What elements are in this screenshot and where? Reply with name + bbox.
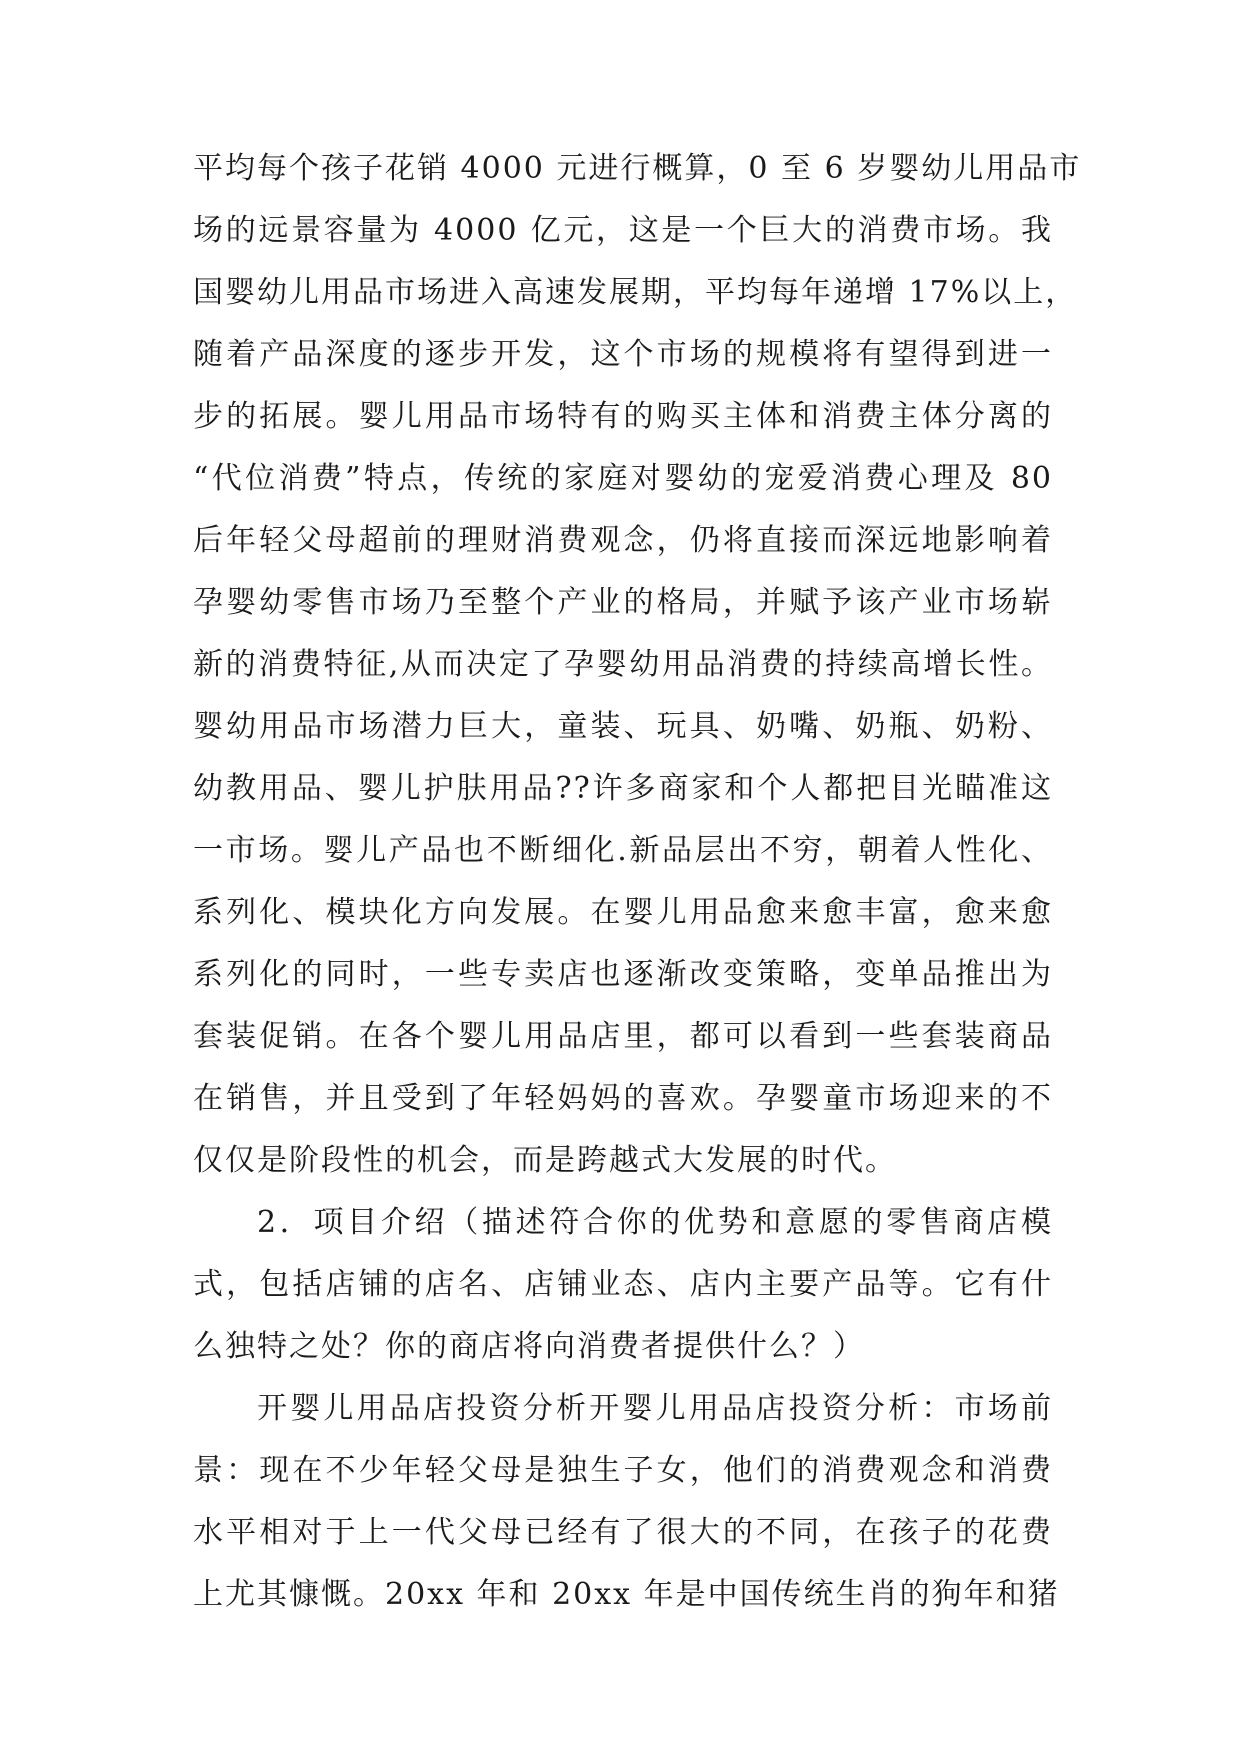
paragraph-line: 式，包括店铺的店名、店铺业态、店内主要产品等。它有什 (193, 1267, 1053, 1302)
paragraph-line: 婴幼用品市场潜力巨大，童装、玩具、奶嘴、奶瓶、奶粉、 (193, 709, 1053, 744)
paragraph-line: 么独特之处？你的商店将向消费者提供什么？） (193, 1329, 865, 1364)
paragraph-line: 步的拓展。婴儿用品市场特有的购买主体和消费主体分离的 (193, 399, 1053, 434)
paragraph-line: 孕婴幼零售市场乃至整个产业的格局，并赋予该产业市场崭 (193, 585, 1053, 620)
paragraph-line: 开婴儿用品店投资分析开婴儿用品店投资分析：市场前 (257, 1391, 1053, 1426)
paragraph-line: 上尤其慷慨。20xx 年和 20xx 年是中国传统生肖的狗年和猪 (193, 1577, 1060, 1612)
paragraph-line: 场的远景容量为 4000 亿元，这是一个巨大的消费市场。我 (193, 213, 1053, 248)
paragraph-line: 2．项目介绍（描述符合你的优势和意愿的零售商店模 (257, 1205, 1053, 1240)
paragraph-line: 系列化的同时，一些专卖店也逐渐改变策略，变单品推出为 (193, 957, 1053, 992)
paragraph-line: 水平相对于上一代父母已经有了很大的不同，在孩子的花费 (193, 1515, 1053, 1550)
paragraph-line: “代位消费”特点，传统的家庭对婴幼的宠爱消费心理及 80 (193, 461, 1053, 496)
paragraph-line: 在销售，并且受到了年轻妈妈的喜欢。孕婴童市场迎来的不 (193, 1081, 1053, 1116)
paragraph-line: 随着产品深度的逐步开发，这个市场的规模将有望得到进一 (193, 337, 1053, 372)
paragraph-line: 套装促销。在各个婴儿用品店里，都可以看到一些套装商品 (193, 1019, 1053, 1054)
paragraph-line: 后年轻父母超前的理财消费观念，仍将直接而深远地影响着 (193, 523, 1053, 558)
paragraph-line: 幼教用品、婴儿护肤用品??许多商家和个人都把目光瞄准这 (193, 771, 1053, 806)
paragraph-line: 景：现在不少年轻父母是独生子女，他们的消费观念和消费 (193, 1453, 1053, 1488)
paragraph-line: 系列化、模块化方向发展。在婴儿用品愈来愈丰富，愈来愈 (193, 895, 1053, 930)
paragraph-line: 国婴幼儿用品市场进入高速发展期，平均每年递增 17%以上， (193, 275, 1078, 310)
paragraph-line: 仅仅是阶段性的机会，而是跨越式大发展的时代。 (193, 1143, 897, 1178)
paragraph-line: 平均每个孩子花销 4000 元进行概算，0 至 6 岁婴幼儿用品市 (193, 151, 1082, 186)
paragraph-line: 新的消费特征,从而决定了孕婴幼用品消费的持续高增长性。 (193, 647, 1053, 682)
paragraph-line: 一市场。婴儿产品也不断细化.新品层出不穷，朝着人性化、 (193, 833, 1053, 868)
